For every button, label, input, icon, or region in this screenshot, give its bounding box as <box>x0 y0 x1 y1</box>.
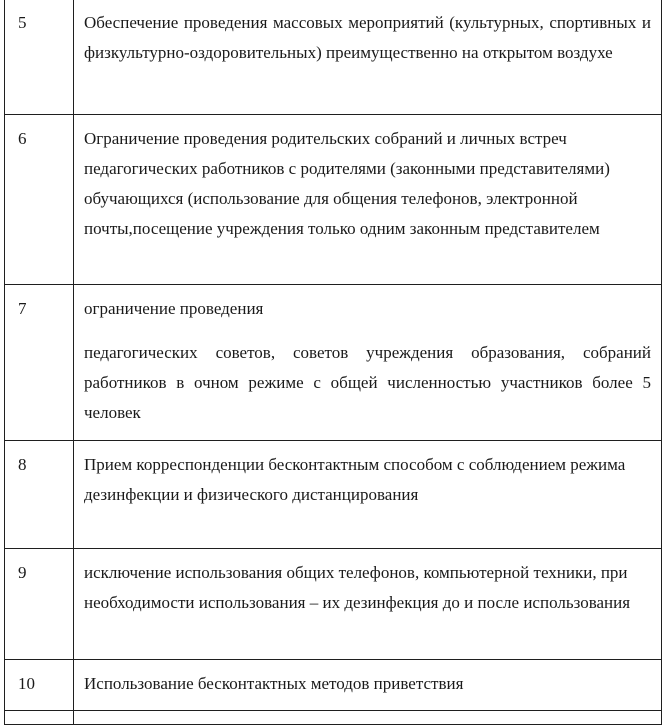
row-number: 5 <box>5 0 74 115</box>
measure-text: Прием корреспонденции бесконтактным способом с соблюдением режима дезинфекции и физического дистанцирования <box>84 455 626 504</box>
measure-text: исключение использования общих телефонов, компьютерной техники, при необходимости использования – их дезинфекция до и после использования <box>84 563 631 612</box>
table-row <box>5 285 662 441</box>
measure-text: педагогических советов, советов учреждения образования, собраний работников в очном режиме с общей численностью участников более 5 человек <box>84 343 651 422</box>
measure-text: ограничение проведения <box>84 299 264 318</box>
row-number: 9 <box>5 549 74 660</box>
measure-text: Обеспечение проведения массовых мероприятий (культурных, спортивных и физкультурно-оздоровительных) преимущественно на открытом воздухе <box>84 13 651 62</box>
table-row <box>5 441 662 549</box>
measure-description <box>74 115 662 285</box>
measure-text: Использование бесконтактных методов приветствия <box>84 674 464 693</box>
row-number: 8 <box>5 441 74 549</box>
measure-text: Ограничение проведения родительских собраний и личных встреч педагогических работников с родителями (законными представителями) обучающихся (использование для общения телефонов, электронной почты,посещение учреждения только одним законным представителем <box>84 129 610 238</box>
table-row <box>5 115 662 285</box>
row-number <box>5 711 74 725</box>
measure-description <box>74 285 662 441</box>
table-row <box>5 711 662 725</box>
row-number: 7 <box>5 285 74 441</box>
row-number: 6 <box>5 115 74 285</box>
table-row <box>5 660 662 711</box>
measure-description <box>74 441 662 549</box>
table-row <box>5 549 662 660</box>
measure-description <box>74 711 662 725</box>
measure-description <box>74 0 662 115</box>
table-row <box>5 0 662 115</box>
row-number: 10 <box>5 660 74 711</box>
measure-description <box>74 549 662 660</box>
measures-table <box>4 0 662 725</box>
measure-description <box>74 660 662 711</box>
